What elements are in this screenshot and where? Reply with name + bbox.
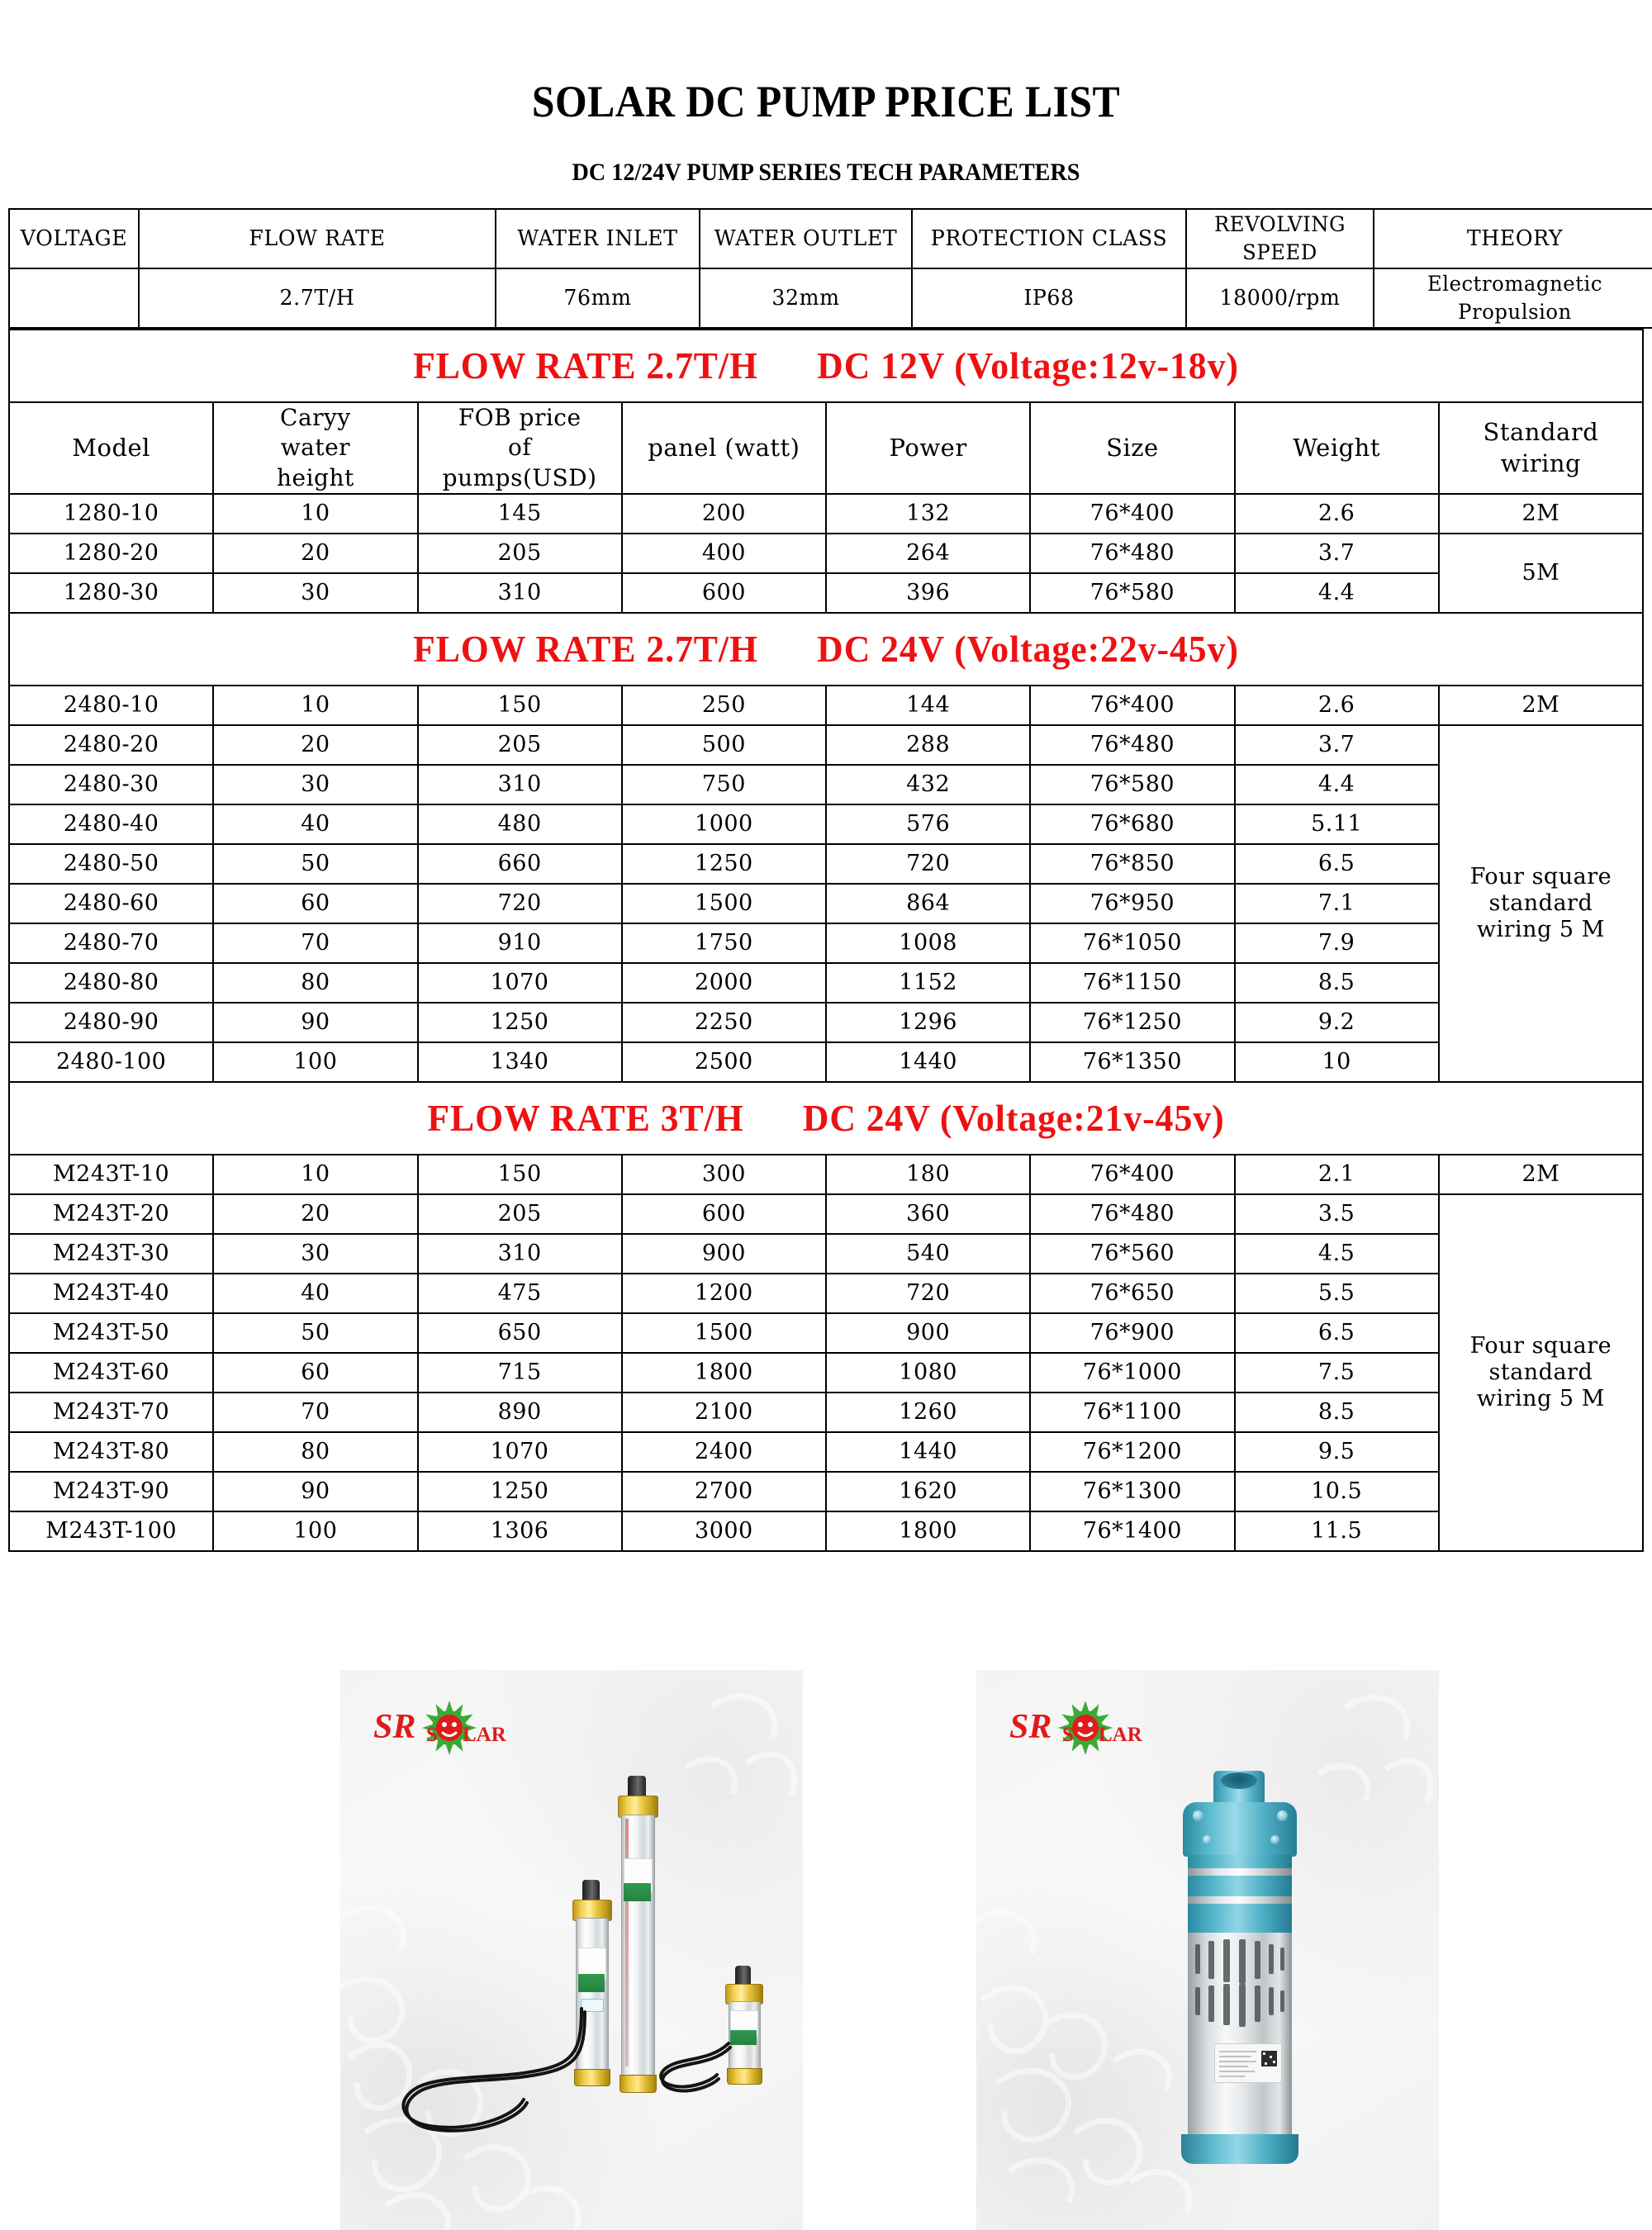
sr-solar-logo bbox=[1006, 1701, 1188, 1756]
section-banner-dc12v bbox=[9, 330, 1643, 402]
table-row bbox=[9, 1511, 1643, 1551]
cell-weight: 2.1 bbox=[1235, 1155, 1439, 1194]
cell-fob: 890 bbox=[418, 1393, 622, 1432]
cell-fob: 150 bbox=[418, 1155, 622, 1194]
table-row bbox=[9, 1432, 1643, 1472]
cell-carry: 60 bbox=[213, 1353, 417, 1393]
cell-fob: 310 bbox=[418, 573, 622, 613]
cell-carry: 30 bbox=[213, 765, 417, 804]
cell-size: 76*650 bbox=[1030, 1274, 1234, 1313]
logo-text-lar: LAR bbox=[463, 1724, 506, 1746]
cell-carry: 50 bbox=[213, 1313, 417, 1353]
cell-power: 1152 bbox=[826, 963, 1030, 1003]
cell-size: 76*580 bbox=[1030, 765, 1234, 804]
cell-carry: 30 bbox=[213, 573, 417, 613]
cell-model: M243T-100 bbox=[9, 1511, 213, 1551]
carry-line-1: Caryy bbox=[280, 404, 351, 431]
cell-size: 76*480 bbox=[1030, 1194, 1234, 1234]
cell-wiring-rest bbox=[1439, 1194, 1643, 1551]
cell-carry: 10 bbox=[213, 494, 417, 534]
screen-slot bbox=[1255, 1986, 1260, 2022]
cell-size: 76*400 bbox=[1030, 1155, 1234, 1194]
cell-fob: 1306 bbox=[418, 1511, 622, 1551]
cell-carry: 20 bbox=[213, 725, 417, 765]
cell-panel: 400 bbox=[622, 534, 826, 573]
table-row bbox=[9, 725, 1643, 765]
cell-panel: 1200 bbox=[622, 1274, 826, 1313]
table-row bbox=[9, 1003, 1643, 1042]
fob-line-1: FOB price bbox=[458, 404, 582, 431]
cell-weight: 3.7 bbox=[1235, 534, 1439, 573]
cell-weight: 7.1 bbox=[1235, 884, 1439, 923]
screen-slot bbox=[1269, 1987, 1274, 2015]
logo-text-sr: SR bbox=[1009, 1708, 1052, 1746]
cell-size: 76*1200 bbox=[1030, 1432, 1234, 1472]
cell-carry: 40 bbox=[213, 1274, 417, 1313]
tech-header-protection-class: PROTECTION CLASS bbox=[916, 209, 1182, 268]
cell-model: M243T-70 bbox=[9, 1393, 213, 1432]
table-row bbox=[9, 765, 1643, 804]
cell-size: 76*400 bbox=[1030, 494, 1234, 534]
section-banner-text: FLOW RATE 3T/H DC 24V (Voltage:21v-45v) bbox=[427, 1097, 1225, 1140]
cell-fob: 910 bbox=[418, 923, 622, 963]
screen-slot bbox=[1195, 1944, 1200, 1974]
cell-panel: 200 bbox=[622, 494, 826, 534]
cell-weight: 3.7 bbox=[1235, 725, 1439, 765]
tech-header-row bbox=[9, 209, 1652, 268]
cell-fob: 1250 bbox=[418, 1472, 622, 1511]
cell-power: 180 bbox=[826, 1155, 1030, 1194]
fob-line-3: pumps(USD) bbox=[442, 463, 597, 491]
tech-value-theory bbox=[1378, 268, 1652, 328]
section-banner-dc24v-27 bbox=[9, 613, 1643, 686]
table-row bbox=[9, 844, 1643, 884]
product-photo-three-pumps bbox=[340, 1670, 803, 2230]
cell-panel: 1750 bbox=[622, 923, 826, 963]
logo-text-sr: SR bbox=[373, 1708, 416, 1746]
cell-panel: 1500 bbox=[622, 884, 826, 923]
wiring-line-2: wiring 5 M bbox=[1476, 1386, 1605, 1412]
cell-panel: 2400 bbox=[622, 1432, 826, 1472]
table-row bbox=[9, 1234, 1643, 1274]
cell-fob: 150 bbox=[418, 686, 622, 725]
nameplate-detail bbox=[1215, 2044, 1281, 2082]
price-tables-section bbox=[8, 329, 1644, 1552]
table-row bbox=[9, 1472, 1643, 1511]
cell-model: M243T-30 bbox=[9, 1234, 213, 1274]
cell-wiring-rest bbox=[1439, 725, 1643, 1082]
col-header-panel-watt: panel (watt) bbox=[622, 402, 826, 494]
cell-model: 2480-80 bbox=[9, 963, 213, 1003]
cell-fob: 660 bbox=[418, 844, 622, 884]
cell-fob: 715 bbox=[418, 1353, 622, 1393]
table-row bbox=[9, 1042, 1643, 1082]
cell-weight: 4.4 bbox=[1235, 765, 1439, 804]
cell-weight: 10.5 bbox=[1235, 1472, 1439, 1511]
cell-panel: 2000 bbox=[622, 963, 826, 1003]
screen-slot bbox=[1280, 1948, 1284, 1971]
cell-model: 2480-10 bbox=[9, 686, 213, 725]
logo-text-lar: LAR bbox=[1099, 1724, 1142, 1746]
table-row bbox=[9, 686, 1643, 725]
cell-model: 1280-30 bbox=[9, 573, 213, 613]
cell-weight: 5.11 bbox=[1235, 804, 1439, 844]
cell-weight: 2.6 bbox=[1235, 494, 1439, 534]
cell-size: 76*480 bbox=[1030, 725, 1234, 765]
cell-weight: 2.6 bbox=[1235, 686, 1439, 725]
cell-size: 76*1300 bbox=[1030, 1472, 1234, 1511]
pump-mid-casing bbox=[1188, 1855, 1292, 1936]
theory-line-1: Electromagnetic bbox=[1427, 272, 1603, 297]
cell-size: 76*400 bbox=[1030, 686, 1234, 725]
table-row bbox=[9, 804, 1643, 844]
cell-weight: 10 bbox=[1235, 1042, 1439, 1082]
tech-header-water-outlet: WATER OUTLET bbox=[703, 209, 909, 268]
tech-value-revolving-speed: 18000/rpm bbox=[1189, 268, 1370, 328]
cell-size: 76*580 bbox=[1030, 573, 1234, 613]
table-row bbox=[9, 1194, 1643, 1234]
cell-model: M243T-40 bbox=[9, 1274, 213, 1313]
col-header-carry-water-height bbox=[213, 402, 417, 494]
cell-weight: 4.5 bbox=[1235, 1234, 1439, 1274]
cell-carry: 60 bbox=[213, 884, 417, 923]
cell-fob: 205 bbox=[418, 534, 622, 573]
cell-panel: 250 bbox=[622, 686, 826, 725]
cell-carry: 20 bbox=[213, 1194, 417, 1234]
tech-header-water-inlet: WATER INLET bbox=[499, 209, 697, 268]
cell-wiring-rest: 5M bbox=[1439, 534, 1643, 613]
cell-power: 864 bbox=[826, 884, 1030, 923]
cell-size: 76*1400 bbox=[1030, 1511, 1234, 1551]
tech-value-row bbox=[9, 268, 1652, 328]
table-row bbox=[9, 573, 1643, 613]
cell-carry: 70 bbox=[213, 923, 417, 963]
carry-line-2: water bbox=[280, 434, 351, 462]
cell-weight: 5.5 bbox=[1235, 1274, 1439, 1313]
tech-parameters-table bbox=[8, 208, 1652, 329]
table-row bbox=[9, 1313, 1643, 1353]
cell-fob: 205 bbox=[418, 725, 622, 765]
cell-weight: 4.4 bbox=[1235, 573, 1439, 613]
pump-cables bbox=[340, 1670, 803, 2230]
product-photos bbox=[0, 1670, 1652, 2230]
table-row bbox=[9, 534, 1643, 573]
tech-value-flow-rate: 2.7T/H bbox=[144, 268, 490, 328]
cell-carry: 30 bbox=[213, 1234, 417, 1274]
col-header-size: Size bbox=[1030, 402, 1234, 494]
cell-size: 76*850 bbox=[1030, 844, 1234, 884]
cell-size: 76*900 bbox=[1030, 1313, 1234, 1353]
cell-power: 1440 bbox=[826, 1432, 1030, 1472]
screen-slot bbox=[1239, 1984, 1246, 2027]
cell-power: 900 bbox=[826, 1313, 1030, 1353]
cell-fob: 650 bbox=[418, 1313, 622, 1353]
cell-model: 2480-40 bbox=[9, 804, 213, 844]
cell-fob: 310 bbox=[418, 765, 622, 804]
cell-panel: 2100 bbox=[622, 1393, 826, 1432]
screen-slot bbox=[1255, 1941, 1260, 1979]
theory-line-2: Propulsion bbox=[1458, 300, 1572, 324]
cell-panel: 600 bbox=[622, 573, 826, 613]
cell-carry: 40 bbox=[213, 804, 417, 844]
cell-model: 2480-90 bbox=[9, 1003, 213, 1042]
tech-value-protection-class: IP68 bbox=[916, 268, 1182, 328]
cell-weight: 7.9 bbox=[1235, 923, 1439, 963]
cell-model: 1280-20 bbox=[9, 534, 213, 573]
screen-slot bbox=[1280, 1990, 1284, 2012]
cell-carry: 50 bbox=[213, 844, 417, 884]
cell-power: 1008 bbox=[826, 923, 1030, 963]
table-row bbox=[9, 1353, 1643, 1393]
cell-power: 576 bbox=[826, 804, 1030, 844]
cell-size: 76*1100 bbox=[1030, 1393, 1234, 1432]
page-title: SOLAR DC PUMP PRICE LIST bbox=[531, 77, 1121, 126]
cell-size: 76*950 bbox=[1030, 884, 1234, 923]
cell-panel: 2500 bbox=[622, 1042, 826, 1082]
logo-text-s: S bbox=[426, 1724, 438, 1746]
cell-carry: 80 bbox=[213, 1432, 417, 1472]
cell-weight: 6.5 bbox=[1235, 1313, 1439, 1353]
cell-wiring-first: 2M bbox=[1439, 686, 1643, 725]
cell-weight: 6.5 bbox=[1235, 844, 1439, 884]
cell-fob: 205 bbox=[418, 1194, 622, 1234]
cell-carry: 10 bbox=[213, 686, 417, 725]
cell-weight: 8.5 bbox=[1235, 1393, 1439, 1432]
cell-size: 76*1000 bbox=[1030, 1353, 1234, 1393]
tech-header-voltage: VOLTAGE bbox=[11, 209, 136, 268]
wiring-line-2: wiring 5 M bbox=[1476, 917, 1605, 943]
cell-fob: 1250 bbox=[418, 1003, 622, 1042]
tech-value-water-inlet: 76mm bbox=[499, 268, 697, 328]
cell-power: 1260 bbox=[826, 1393, 1030, 1432]
cell-power: 144 bbox=[826, 686, 1030, 725]
table-row bbox=[9, 1393, 1643, 1432]
screen-slot bbox=[1223, 1939, 1230, 1982]
cell-fob: 480 bbox=[418, 804, 622, 844]
cell-model: M243T-50 bbox=[9, 1313, 213, 1353]
table-row bbox=[9, 923, 1643, 963]
pump-steel-ring bbox=[1188, 1868, 1292, 1876]
cell-size: 76*560 bbox=[1030, 1234, 1234, 1274]
cell-panel: 500 bbox=[622, 725, 826, 765]
price-table-dc12v bbox=[8, 329, 1644, 1552]
cell-panel: 300 bbox=[622, 1155, 826, 1194]
table-row bbox=[9, 1155, 1643, 1194]
cell-power: 432 bbox=[826, 765, 1030, 804]
screen-slot bbox=[1223, 1984, 1230, 2025]
cell-panel: 1000 bbox=[622, 804, 826, 844]
cell-power: 1620 bbox=[826, 1472, 1030, 1511]
cell-model: M243T-90 bbox=[9, 1472, 213, 1511]
section-banner-text: FLOW RATE 2.7T/H DC 12V (Voltage:12v-18v) bbox=[413, 344, 1239, 387]
tech-value-water-outlet: 32mm bbox=[703, 268, 909, 328]
cell-model: 2480-70 bbox=[9, 923, 213, 963]
screen-slot bbox=[1239, 1939, 1246, 1984]
cell-power: 1296 bbox=[826, 1003, 1030, 1042]
cell-weight: 7.5 bbox=[1235, 1353, 1439, 1393]
cell-fob: 1070 bbox=[418, 963, 622, 1003]
cell-fob: 310 bbox=[418, 1234, 622, 1274]
cell-model: 2480-30 bbox=[9, 765, 213, 804]
table-row bbox=[9, 963, 1643, 1003]
col-header-power: Power bbox=[826, 402, 1030, 494]
cell-panel: 3000 bbox=[622, 1511, 826, 1551]
cell-size: 76*680 bbox=[1030, 804, 1234, 844]
column-header-row-dc12v bbox=[9, 402, 1643, 494]
cell-model: 2480-20 bbox=[9, 725, 213, 765]
cell-panel: 900 bbox=[622, 1234, 826, 1274]
cell-model: M243T-20 bbox=[9, 1194, 213, 1234]
cell-model: M243T-80 bbox=[9, 1432, 213, 1472]
cell-panel: 750 bbox=[622, 765, 826, 804]
pump-bolt-icon bbox=[1277, 1810, 1288, 1821]
cell-model: 2480-50 bbox=[9, 844, 213, 884]
section-banner-text: FLOW RATE 2.7T/H DC 24V (Voltage:22v-45v) bbox=[413, 628, 1239, 671]
cell-panel: 1250 bbox=[622, 844, 826, 884]
cell-power: 540 bbox=[826, 1234, 1030, 1274]
cell-carry: 90 bbox=[213, 1472, 417, 1511]
cell-power: 396 bbox=[826, 573, 1030, 613]
cell-weight: 3.5 bbox=[1235, 1194, 1439, 1234]
col-header-standard-wiring: Standard wiring bbox=[1439, 402, 1643, 494]
wiring-line-1: Four square standard bbox=[1469, 1333, 1612, 1386]
cell-carry: 90 bbox=[213, 1003, 417, 1042]
revolving-line-1: REVOLVING bbox=[1213, 212, 1346, 237]
cell-size: 76*1050 bbox=[1030, 923, 1234, 963]
cell-fob: 475 bbox=[418, 1274, 622, 1313]
cell-power: 1440 bbox=[826, 1042, 1030, 1082]
table-row bbox=[9, 884, 1643, 923]
cell-power: 720 bbox=[826, 1274, 1030, 1313]
product-photo-blue-pump bbox=[976, 1670, 1439, 2230]
screen-slot bbox=[1269, 1944, 1274, 1974]
col-header-model: Model bbox=[9, 402, 213, 494]
screen-slot bbox=[1208, 1941, 1214, 1979]
cell-panel: 1500 bbox=[622, 1313, 826, 1353]
cell-power: 132 bbox=[826, 494, 1030, 534]
cell-carry: 80 bbox=[213, 963, 417, 1003]
cell-fob: 145 bbox=[418, 494, 622, 534]
tech-header-theory: THEORY bbox=[1378, 209, 1652, 268]
cell-panel: 1800 bbox=[622, 1353, 826, 1393]
pump-screen-slots bbox=[1193, 1939, 1287, 2033]
wiring-line-1: Four square standard bbox=[1469, 864, 1612, 917]
cell-model: M243T-60 bbox=[9, 1353, 213, 1393]
cell-model: 2480-100 bbox=[9, 1042, 213, 1082]
cell-power: 288 bbox=[826, 725, 1030, 765]
pump-outlet-opening bbox=[1221, 1772, 1257, 1789]
revolving-line-2: SPEED bbox=[1242, 240, 1317, 264]
fob-line-2: of bbox=[508, 434, 532, 462]
cell-power: 360 bbox=[826, 1194, 1030, 1234]
section-banner-dc24v-3t bbox=[9, 1082, 1643, 1155]
cell-power: 1800 bbox=[826, 1511, 1030, 1551]
cell-carry: 100 bbox=[213, 1511, 417, 1551]
cell-fob: 1340 bbox=[418, 1042, 622, 1082]
cell-model: M243T-10 bbox=[9, 1155, 213, 1194]
cell-weight: 8.5 bbox=[1235, 963, 1439, 1003]
cell-wiring-first: 2M bbox=[1439, 494, 1643, 534]
logo-text-s: S bbox=[1062, 1724, 1074, 1746]
tech-header-flow-rate: FLOW RATE bbox=[144, 209, 490, 268]
cell-fob: 1070 bbox=[418, 1432, 622, 1472]
pump-bolt-icon bbox=[1193, 1810, 1203, 1821]
screen-slot bbox=[1195, 1987, 1200, 2015]
cell-weight: 11.5 bbox=[1235, 1511, 1439, 1551]
cell-size: 76*480 bbox=[1030, 534, 1234, 573]
cell-carry: 100 bbox=[213, 1042, 417, 1082]
cell-panel: 600 bbox=[622, 1194, 826, 1234]
cell-fob: 720 bbox=[418, 884, 622, 923]
screen-slot bbox=[1208, 1986, 1214, 2022]
cell-size: 76*1350 bbox=[1030, 1042, 1234, 1082]
pump-nameplate-sticker bbox=[1214, 2043, 1282, 2083]
cell-carry: 70 bbox=[213, 1393, 417, 1432]
tech-value-voltage bbox=[11, 268, 136, 328]
cell-weight: 9.5 bbox=[1235, 1432, 1439, 1472]
carry-line-3: height bbox=[276, 463, 354, 491]
cell-carry: 10 bbox=[213, 1155, 417, 1194]
pump-bolt-icon bbox=[1270, 1835, 1279, 1844]
cell-panel: 2700 bbox=[622, 1472, 826, 1511]
page-subtitle: DC 12/24V PUMP SERIES TECH PARAMETERS bbox=[572, 159, 1080, 186]
cell-carry: 20 bbox=[213, 534, 417, 573]
cell-size: 76*1250 bbox=[1030, 1003, 1234, 1042]
cell-weight: 9.2 bbox=[1235, 1003, 1439, 1042]
cell-model: 2480-60 bbox=[9, 884, 213, 923]
pump-steel-ring bbox=[1188, 1896, 1292, 1904]
cell-model: 1280-10 bbox=[9, 494, 213, 534]
col-header-weight: Weight bbox=[1235, 402, 1439, 494]
pump-bolt-icon bbox=[1203, 1835, 1212, 1844]
col-header-fob-price bbox=[418, 402, 622, 494]
table-row bbox=[9, 494, 1643, 534]
cell-wiring-first: 2M bbox=[1439, 1155, 1643, 1194]
cell-power: 1080 bbox=[826, 1353, 1030, 1393]
cell-power: 264 bbox=[826, 534, 1030, 573]
tech-parameters-section bbox=[8, 185, 1644, 329]
pump-foot-flange bbox=[1181, 2134, 1298, 2164]
cell-panel: 2250 bbox=[622, 1003, 826, 1042]
cell-size: 76*1150 bbox=[1030, 963, 1234, 1003]
table-row bbox=[9, 1274, 1643, 1313]
tech-header-revolving-speed bbox=[1189, 209, 1370, 268]
cell-power: 720 bbox=[826, 844, 1030, 884]
